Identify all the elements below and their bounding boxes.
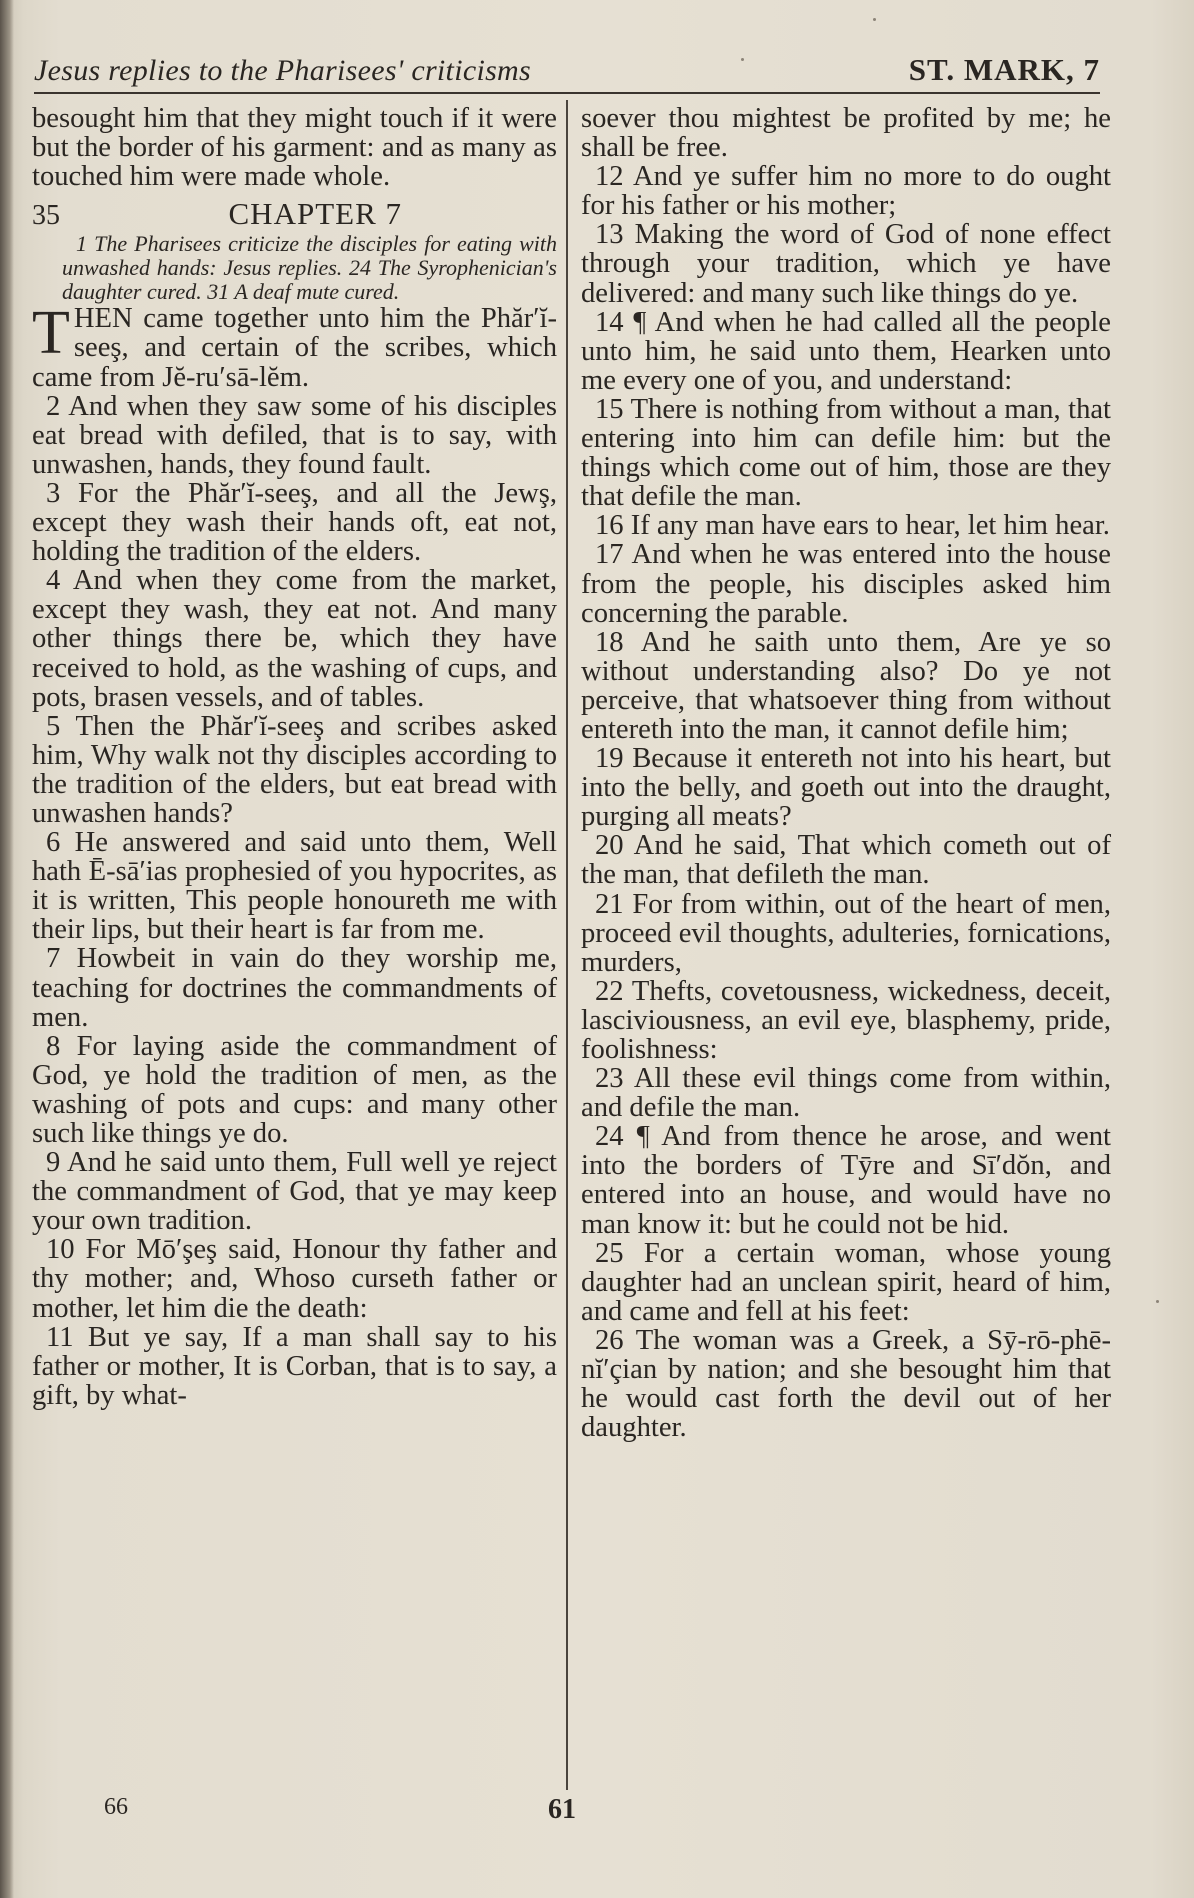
- paper-speck: [741, 58, 744, 61]
- verse: 5 Then the Phăr′ĭ-seeş and scribes asked him, Why walk not thy disciples according to the tradition of the elders, but eat bread with unwashen hands?: [32, 710, 557, 829]
- verse: 19 Because it entereth not into his heart, but into the belly, and goeth out into the draught, purging all meats?: [581, 743, 1111, 833]
- verse: 25 For a certain woman, whose young daughter had an unclean spirit, heard of him, and came and fell at his feet:: [581, 1237, 1111, 1327]
- verse: 21 For from within, out of the heart of men, proceed evil thoughts, adulteries, fornications, murders,: [581, 888, 1111, 978]
- header-rule: [34, 92, 1100, 94]
- verse-continuation: soever thou mightest be profited by me; he shall be free.: [581, 103, 1111, 164]
- verse: 20 And he said, That which cometh out of the man, that defileth the man.: [581, 830, 1111, 891]
- chapter-heading: [32, 196, 557, 232]
- verse: 10 For Mō′şeş said, Honour thy father and thy mother; and, Whoso curseth father or mother, let him die the death:: [32, 1234, 557, 1324]
- verse: 12 And ye suffer him no more to do ought for his father or his mother;: [581, 161, 1111, 222]
- folio-code: 66: [104, 1794, 128, 1820]
- verse: 24 ¶ And from thence he arose, and went into the borders of Tȳre and Sī′dŏn, and entered into an house, and would have no man know it: but he could not be hid.: [581, 1121, 1111, 1240]
- verse: 8 For laying aside the commandment of God, ye hold the tradition of men, as the washing of pots and cups: and many other such like things ye do.: [32, 1030, 557, 1149]
- verse: 9 And he said unto them, Full well ye reject the commandment of God, that ye may keep your own tradition.: [32, 1147, 557, 1237]
- header-book-chapter: ST. MARK, 7: [908, 52, 1100, 87]
- running-header: [34, 44, 1100, 88]
- verse: 22 Thefts, covetousness, wickedness, deceit, lasciviousness, an evil eye, blasphemy, pride, foolishness:: [581, 975, 1111, 1065]
- verse: 13 Making the word of God of none effect through your tradition, which ye have delivered: and many such like things do ye.: [581, 219, 1111, 309]
- verse-1: [32, 299, 557, 393]
- verse: 7 Howbeit in vain do they worship me, teaching for doctrines the commandments of men.: [32, 943, 557, 1033]
- verse-1-text: HEN came together unto him the Phăr′ĭ-seeş, and certain of the scribes, which came from Jĕ-ru′sā-lĕm.: [32, 303, 557, 393]
- verse: 18 And he saith unto them, Are ye so without understanding also? Do ye not perceive, that whatsoever thing from without entereth into the man, it cannot defile him;: [581, 626, 1111, 745]
- chapter-title: CHAPTER 7: [228, 196, 402, 232]
- right-column: [581, 104, 1111, 1442]
- verse: 17 And when he was entered into the house from the people, his disciples asked him concerning the parable.: [581, 539, 1111, 629]
- drop-cap: T: [32, 299, 70, 368]
- paper-speck: [1156, 1300, 1159, 1303]
- verse: 4 And when they come from the market, except they wash, they eat not. And many other things there be, which they have received to hold, as the washing of cups, and pots, brasen vessels, and of tables.: [32, 565, 557, 713]
- verse: 23 All these evil things come from within, and defile the man.: [581, 1063, 1111, 1124]
- verse: 15 There is nothing from without a man, that entering into him can defile him: but the things which come out of him, those are they that defile the man.: [581, 393, 1111, 513]
- verse: 6 He answered and said unto them, Well hath Ē-sā′ias prophesied of you hypocrites, as it is written, This people honoureth me with their lips, but their heart is far from me.: [32, 827, 557, 946]
- verse: 2 And when they saw some of his disciples eat bread with defiled, that is to say, with unwashen, hands, they found fault.: [32, 390, 557, 480]
- chapter-number-prefix: 35: [32, 200, 60, 232]
- verse-continuation: besought him that they might touch if it were but the border of his garment: and as many as touched him were made whole.: [32, 103, 557, 193]
- verse: 16 If any man have ears to hear, let him hear.: [595, 510, 1110, 542]
- paper-speck: [873, 18, 876, 21]
- page-number: 61: [548, 1794, 576, 1825]
- header-title: Jesus replies to the Pharisees' criticisms: [34, 54, 531, 87]
- book-spine-shadow: [0, 0, 14, 1898]
- left-column: [32, 104, 557, 1410]
- verse: 11 But ye say, If a man shall say to his father or mother, It is Corban, that is to say, a gift, by what-: [32, 1321, 557, 1411]
- chapter-summary: 1 The Pharisees criticize the disciples for eating with unwashed hands: Jesus replies. 24 The Syrophenician's daughter cured. 31 A deaf mute cured.: [62, 231, 557, 305]
- verse: 3 For the Phăr′ĭ-seeş, and all the Jewş, except they wash their hands oft, eat not, holding the tradition of the elders.: [32, 477, 557, 568]
- verse: 14 ¶ And when he had called all the people unto him, he said unto them, Hearken unto me every one of you, and understand:: [581, 306, 1111, 396]
- column-divider: [566, 100, 568, 1790]
- verse: 26 The woman was a Greek, a Sȳ-rō-phē-nĭ′çian by nation; and she besought him that he would cast forth the devil out of her daughter.: [581, 1324, 1111, 1444]
